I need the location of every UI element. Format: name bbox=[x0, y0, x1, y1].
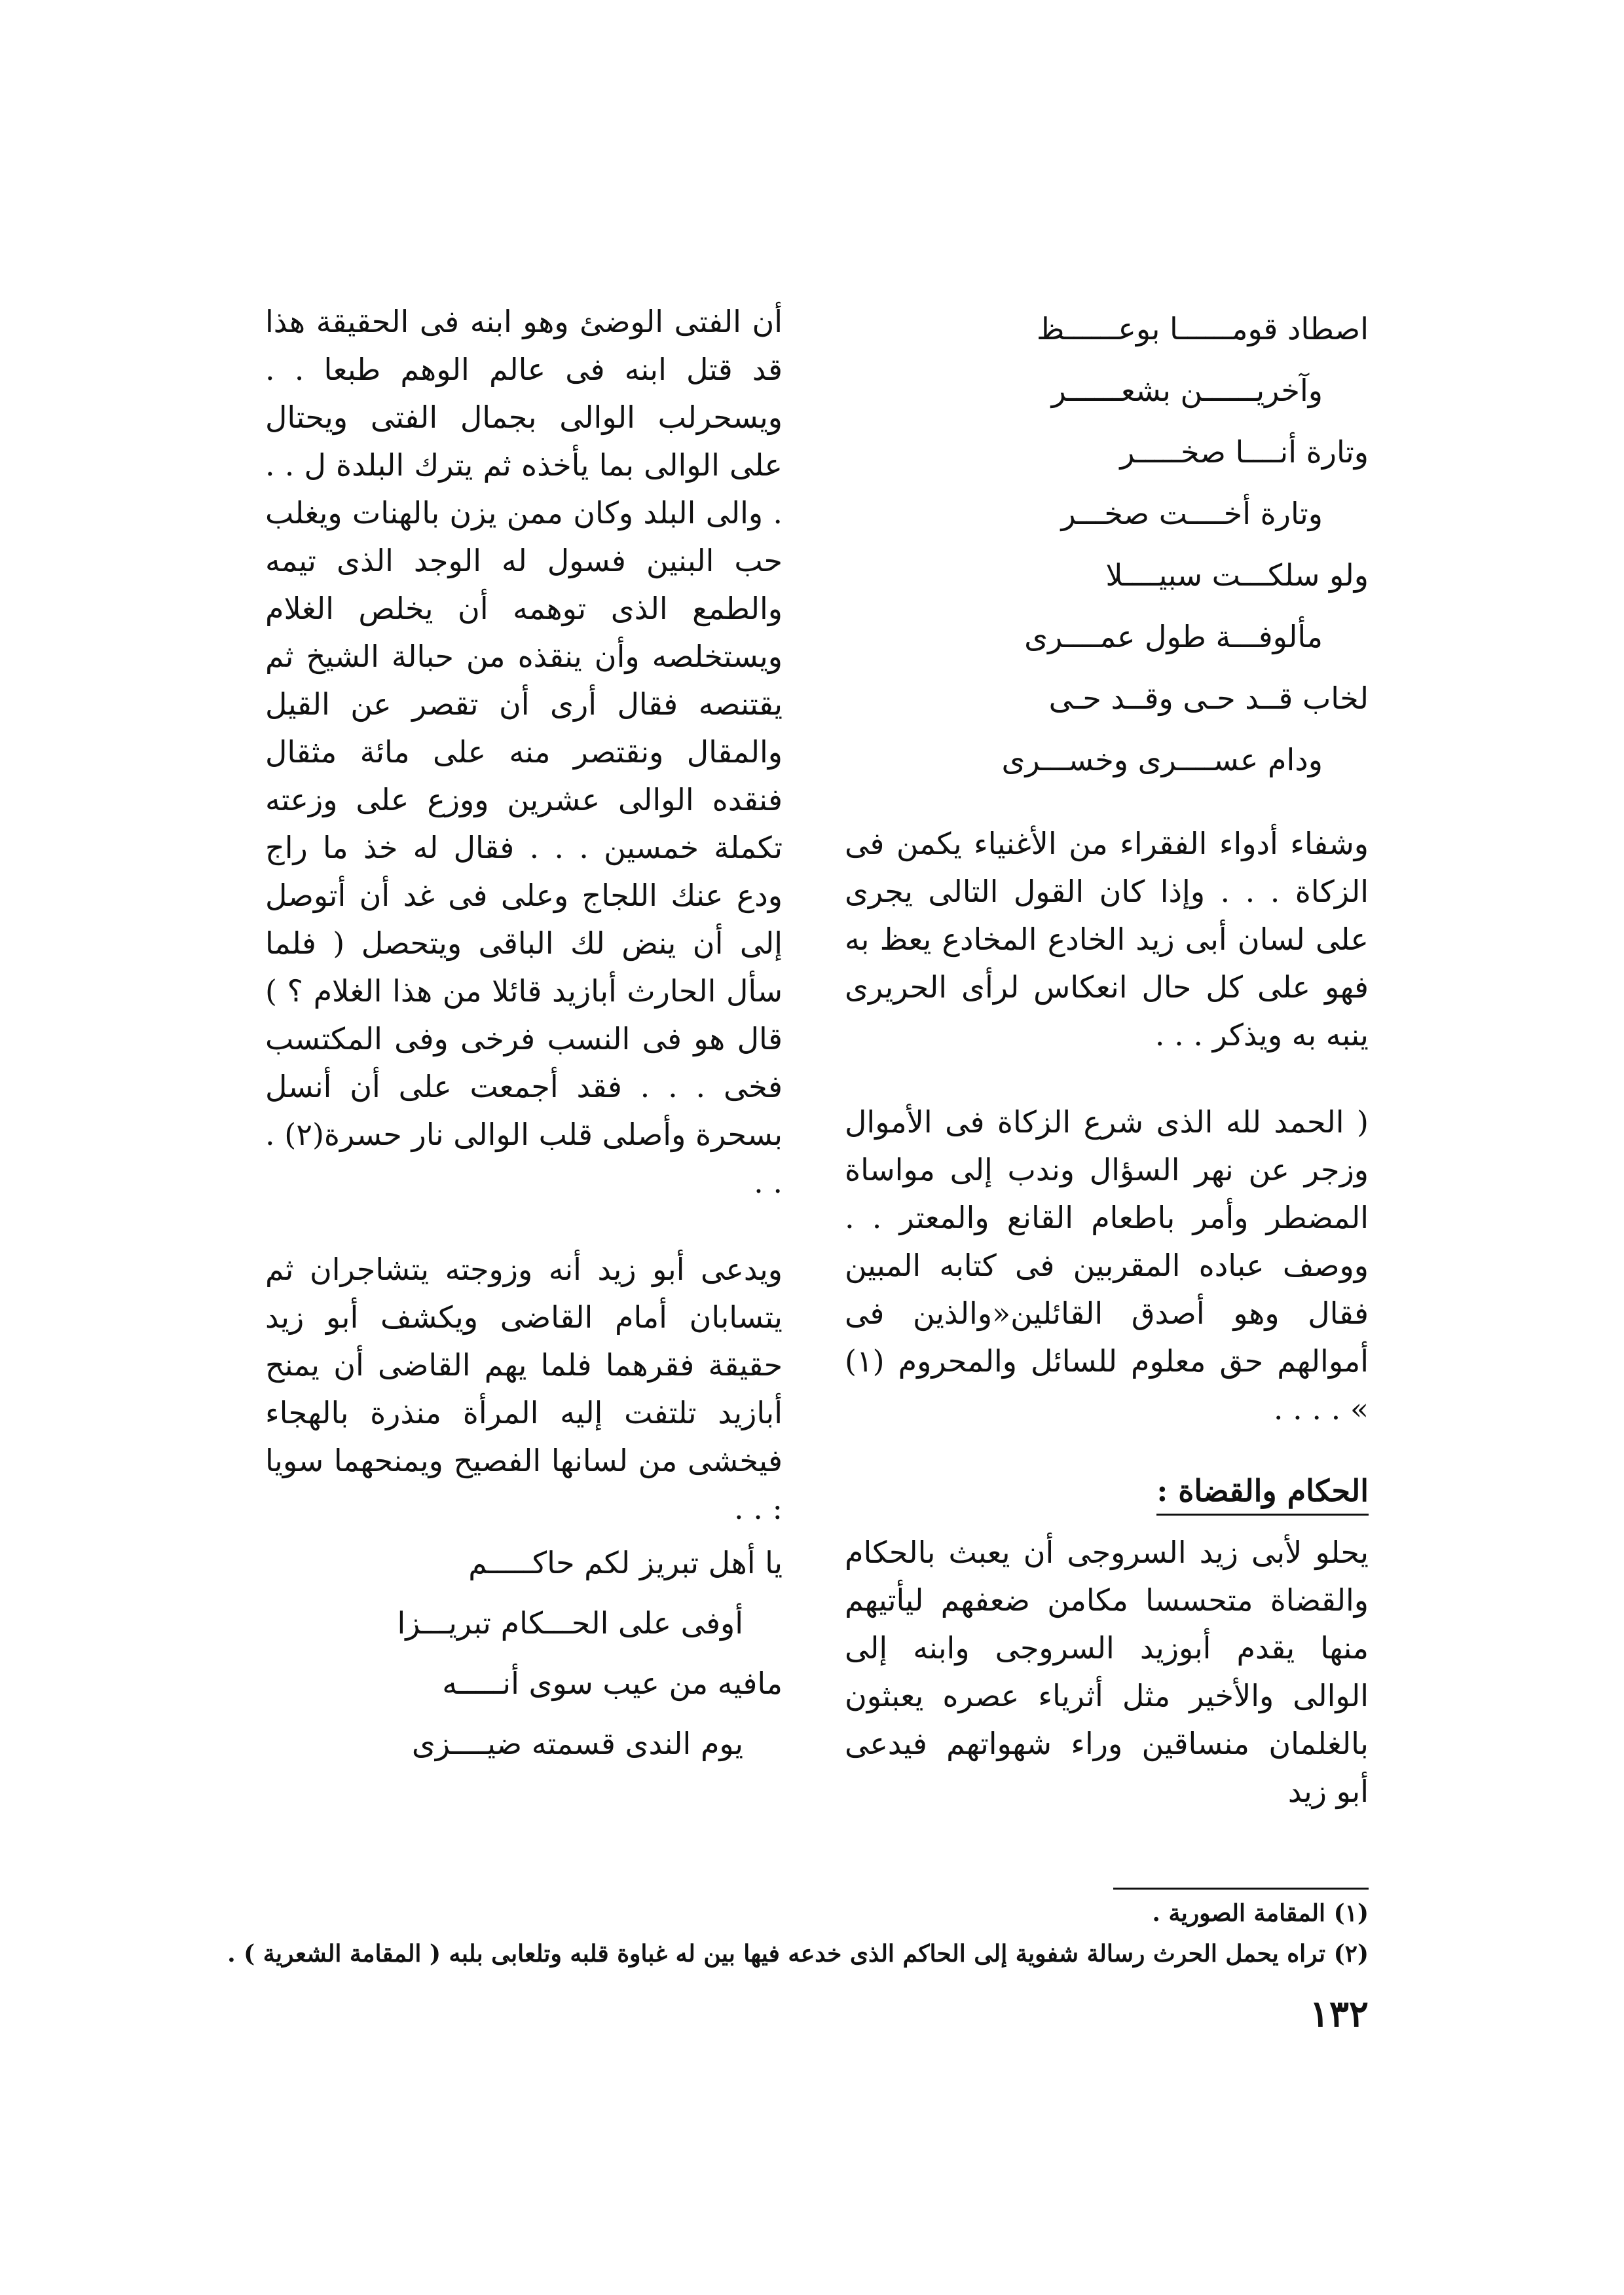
verse-line: ودام عســــرى وخســـرى bbox=[1001, 742, 1323, 777]
page-number: ١٣٢ bbox=[1309, 1992, 1369, 2036]
paragraph-rulers: يحلو لأبى زيد السروجى أن يعبث بالحكام والقضاة متحسسا مكامن ضعفهم ليأتيهم منها يقدم أبوزيد السروجى وابنه إلى الوالى والأخير مثل أثرياء عصره يعبثون بالغلمان منساقين وراء شهواتهم فيدعى أبو زيد bbox=[845, 1535, 1369, 1809]
right-column bbox=[845, 298, 1369, 1816]
footnotes bbox=[227, 1893, 1369, 1974]
paragraph-quote: ( الحمد لله الذى شرع الزكاة فى الأموال وزجر عن نهر السؤال وندب إلى مواساة المضطر وأمر باطعام القانع والمعتر . . ووصف عباده المقربين فى كتابه المبين فقال وهو أصدق القائلين«والذين فى أموالهم حق معلوم للسائل والمحروم (١) » . . . . bbox=[845, 1104, 1369, 1427]
spacer bbox=[845, 1059, 1369, 1098]
verse-line: ولو سلكـــت سبيــــلا bbox=[1105, 557, 1369, 593]
verse-line: أوفى على الحـــكام تبريـــزا bbox=[397, 1605, 743, 1641]
verse-line: لخاب قــد حـى وقــد حـى bbox=[1048, 681, 1369, 716]
verse-block-left bbox=[265, 1533, 783, 1774]
spacer bbox=[845, 1433, 1369, 1463]
verse-line: وتارة أنــــا صخـــــر bbox=[1120, 434, 1369, 470]
footnote-2: (٢) تراه يحمل الحرث رسالة شفوية إلى الحاكم الذى خدعه فيها بين له غباوة قلبه وتلعابى بلبه ( المقامة الشعرية ) . bbox=[227, 1940, 1369, 1968]
footnote-1: (١) المقامة الصورية . bbox=[1152, 1899, 1369, 1927]
left-column bbox=[265, 298, 783, 1774]
spacer bbox=[265, 1206, 783, 1246]
paragraph-zakat: وشفاء أدواء الفقراء من الأغنياء يكمن فى الزكاة . . . وإذا كان القول التالى يجرى على لسان أبى زيد الخادع المخادع يعظ به فهو على كل حال انعكاس لرأى الحريرى ينبه به ويذكر . . . bbox=[845, 826, 1369, 1053]
footnote-divider bbox=[1113, 1888, 1369, 1890]
verse-line: وآخريــــــن بشعــــــر bbox=[1051, 373, 1323, 408]
verse-line: اصطاد قومــــــا بوعــــــظ bbox=[1036, 311, 1369, 346]
verse-block-right bbox=[845, 298, 1369, 791]
spacer bbox=[845, 791, 1369, 820]
paragraph-judge: ويدعى أبو زيد أنه وزوجته يتشاجران ثم يتسابان أمام القاضى ويكشف أبو زيد حقيقة فقرهما فلما يهم القاضى أن يمنح أبازيد تلتفت إليه المرأة منذرة بالهجاء فيخشى من لسانها الفصيح ويمنحهما سويا : . . bbox=[265, 1252, 783, 1526]
verse-line: مافيه من عيب سوى أنـــــه bbox=[442, 1666, 783, 1701]
verse-line: وتارة أخــــت صخـــر bbox=[1061, 496, 1323, 531]
section-heading: الحكام والقضاة : bbox=[1156, 1468, 1369, 1516]
paragraph-governor: أن الفتى الوضئ وهو ابنه فى الحقيقة هذا قد قتل ابنه فى عالم الوهم طبعا . . ويسحرلب الوالى بجمال الفتى ويحتال على الوالى بما يأخذه ثم يترك البلدة ل . . . والى البلد وكان ممن يزن بالهنات ويغلب حب البنين فسول له الوجد الذى تيمه والطمع الذى توهمه أن يخلص الغلام ويستخلصه وأن ينقذه من حبالة الشيخ ثم يقتنصه فقال أرى أن تقصر عن القيل والمقال ونقتصر منه على مائة مثقال فنقده الوالى عشرين ووزع على وزعته تكملة خمسين . . . فقال له خذ ما راج ودع عنك اللجاج وعلى فى غد أن أتوصل إلى أن ينض لك الباقى ويتحصل ( فلما سأل الحارث أبازيد قائلا من هذا الغلام ؟ ) قال هو فى النسب فرخى وفى المكتسب فخى . . . فقد أجمعت على أن أنسل بسحرة وأصلى قلب الوالى نار حسرة(٢) . . . bbox=[265, 304, 783, 1200]
verse-line: مألوفـــة طول عمــــرى bbox=[1024, 619, 1323, 654]
verse-line: يا أهل تبريز لكم حاكـــــم bbox=[468, 1545, 783, 1580]
verse-line: يوم الندى قسمته ضيــــزى bbox=[411, 1726, 743, 1761]
